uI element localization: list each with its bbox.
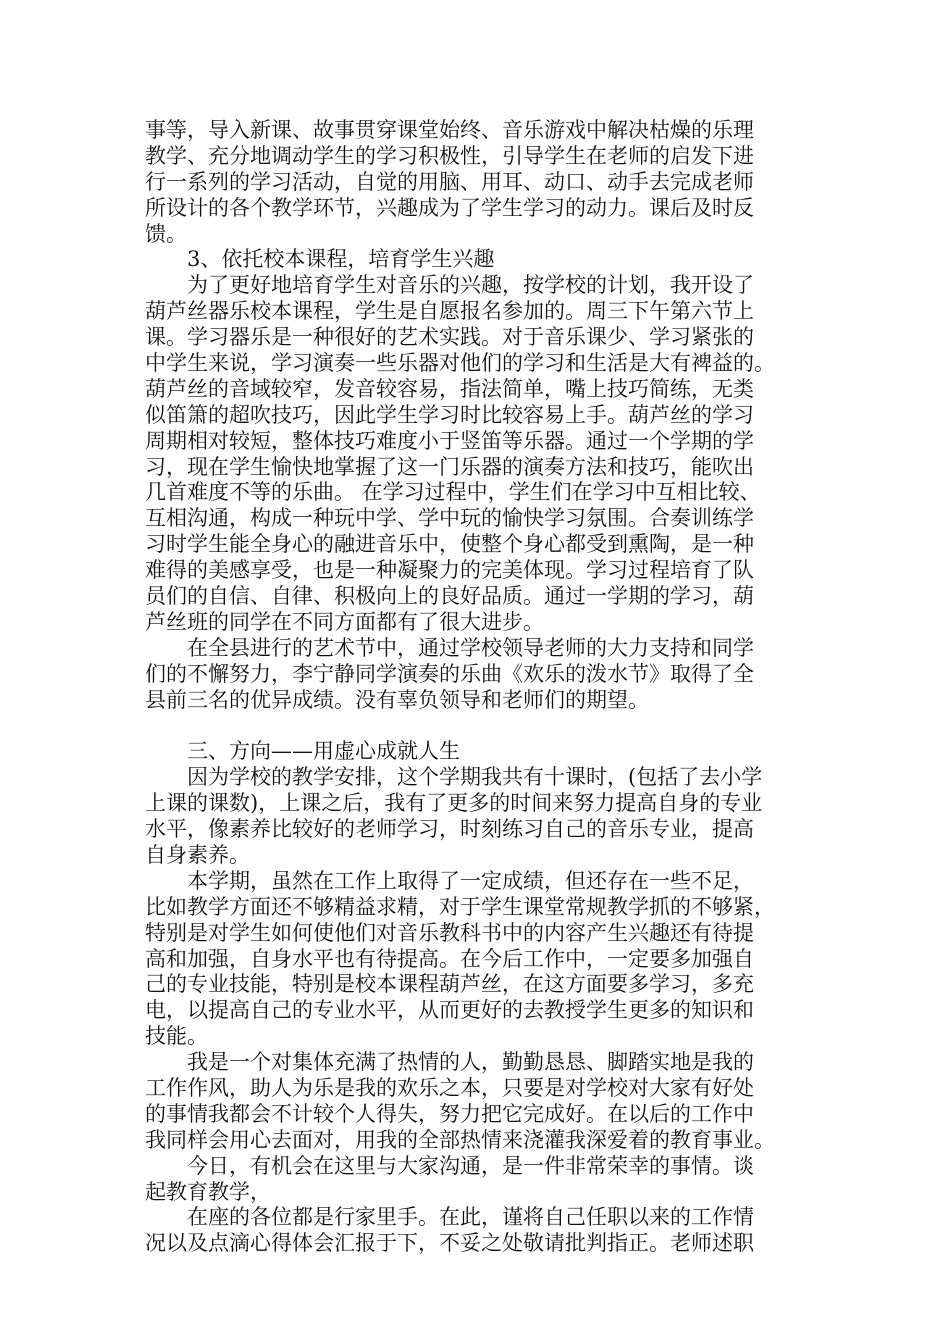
text-line: 特别是对学生如何使他们对音乐教科书中的内容产生兴趣还有待提 [145,920,754,945]
text-line: 习，现在学生愉快地掌握了这一门乐器的演奏方法和技巧，能吹出 [145,454,754,479]
text-line: 工作作风，助人为乐是我的欢乐之本，只要是对学校对大家有好处 [145,1075,754,1100]
text-line: 几首难度不等的乐曲。 在学习过程中，学生们在学习中互相比较、 [145,480,761,505]
text-line: 所设计的各个教学环节，兴趣成为了学生学习的动力。课后及时反 [145,195,754,220]
text-line: 比如教学方面还不够精益求精，对于学生课堂常规教学抓的不够紧， [145,894,775,919]
text-line: 馈。 [145,221,187,246]
blank-line [145,713,817,739]
text-line: 们的不懈努力，李宁静同学演奏的乐曲《欢乐的泼水节》取得了全 [145,661,754,686]
text-line: 上课的课数)，上课之后，我有了更多的时间来努力提高自身的专业 [145,791,763,816]
text-line: 己的专业技能，特别是校本课程葫芦丝，在这方面要多学习，多充 [145,972,754,997]
text-line: 难得的美感享受，也是一种凝聚力的完美体现。学习过程培育了队 [145,558,754,583]
text-line: 员们的自信、自律、积极向上的良好品质。通过一学期的学习，葫 [145,584,754,609]
text-line: 起教育教学， [145,1179,271,1204]
text-line: 课。学习器乐是一种很好的艺术实践。对于音乐课少、学习紧张的 [145,325,754,350]
text-line: 习时学生能全身心的融进音乐中，使整个身心都受到熏陶，是一种 [145,532,754,557]
text-line: 今日，有机会在这里与大家沟通，是一件非常荣幸的事情。谈 [187,1153,754,1178]
text-line: 我是一个对集体充满了热情的人，勤勤恳恳、脚踏实地是我的 [187,1050,754,1075]
text-line: 为了更好地培育学生对音乐的兴趣，按学校的计划，我开设了 [187,273,754,298]
text-line: 况以及点滴心得体会汇报于下，不妥之处敬请批判指正。老师述职 [145,1231,754,1256]
document-body [145,118,817,1257]
text-line: 的事情我都会不计较个人得失，努力把它完成好。在以后的工作中 [145,1101,754,1126]
text-line: 自身素养。 [145,842,250,867]
text-line: 在座的各位都是行家里手。在此，谨将自己任职以来的工作情 [187,1205,754,1230]
text-line: 教学、充分地调动学生的学习积极性，引导学生在老师的启发下进 [145,143,754,168]
text-line: 芦丝班的同学在不同方面都有了很大进步。 [145,609,544,634]
text-line: 周期相对较短，整体技巧难度小于竖笛等乐器。通过一个学期的学 [145,428,754,453]
text-line: 在全县进行的艺术节中，通过学校领导老师的大力支持和同学 [187,635,754,660]
text-line: 葫芦丝器乐校本课程，学生是自愿报名参加的。周三下午第六节上 [145,299,754,324]
text-line: 县前三名的优异成绩。没有辜负领导和老师们的期望。 [145,687,649,712]
text-line: 似笛箫的超吹技巧，因此学生学习时比较容易上手。葫芦丝的学习 [145,402,754,427]
text-line: 技能。 [145,1024,208,1049]
text-line: 我同样会用心去面对，用我的全部热情来浇灌我深爱着的教育事业。 [145,1127,775,1152]
text-line: 事等，导入新课、故事贯穿课堂始终、音乐游戏中解决枯燥的乐理 [145,118,754,142]
text-line: 水平，像素养比较好的老师学习，时刻练习自己的音乐专业，提高 [145,817,754,842]
text-line: 因为学校的教学安排，这个学期我共有十课时，(包括了去小学 [187,765,763,790]
text-line: 互相沟通，构成一种玩中学、学中玩的愉快学习氛围。合奏训练学 [145,506,754,531]
text-line: 高和加强，自身水平也有待提高。在今后工作中，一定要多加强自 [145,946,754,971]
text-line: 行一系列的学习活动，自觉的用脑、用耳、动口、动手去完成老师 [145,169,754,194]
text-line: 本学期，虽然在工作上取得了一定成绩，但还存在一些不足， [187,868,754,893]
text-line: 葫芦丝的音域较窄，发音较容易，指法简单，嘴上技巧简练，无类 [145,376,754,401]
text-line: 3、依托校本课程，培育学生兴趣 [187,247,495,272]
text-line: 三、方向——用虚心成就人生 [187,739,460,764]
text-line: 电，以提高自己的专业水平，从而更好的去教授学生更多的知识和 [145,998,754,1023]
text-line: 中学生来说，学习演奏一些乐器对他们的学习和生活是大有裨益的。 [145,351,775,376]
